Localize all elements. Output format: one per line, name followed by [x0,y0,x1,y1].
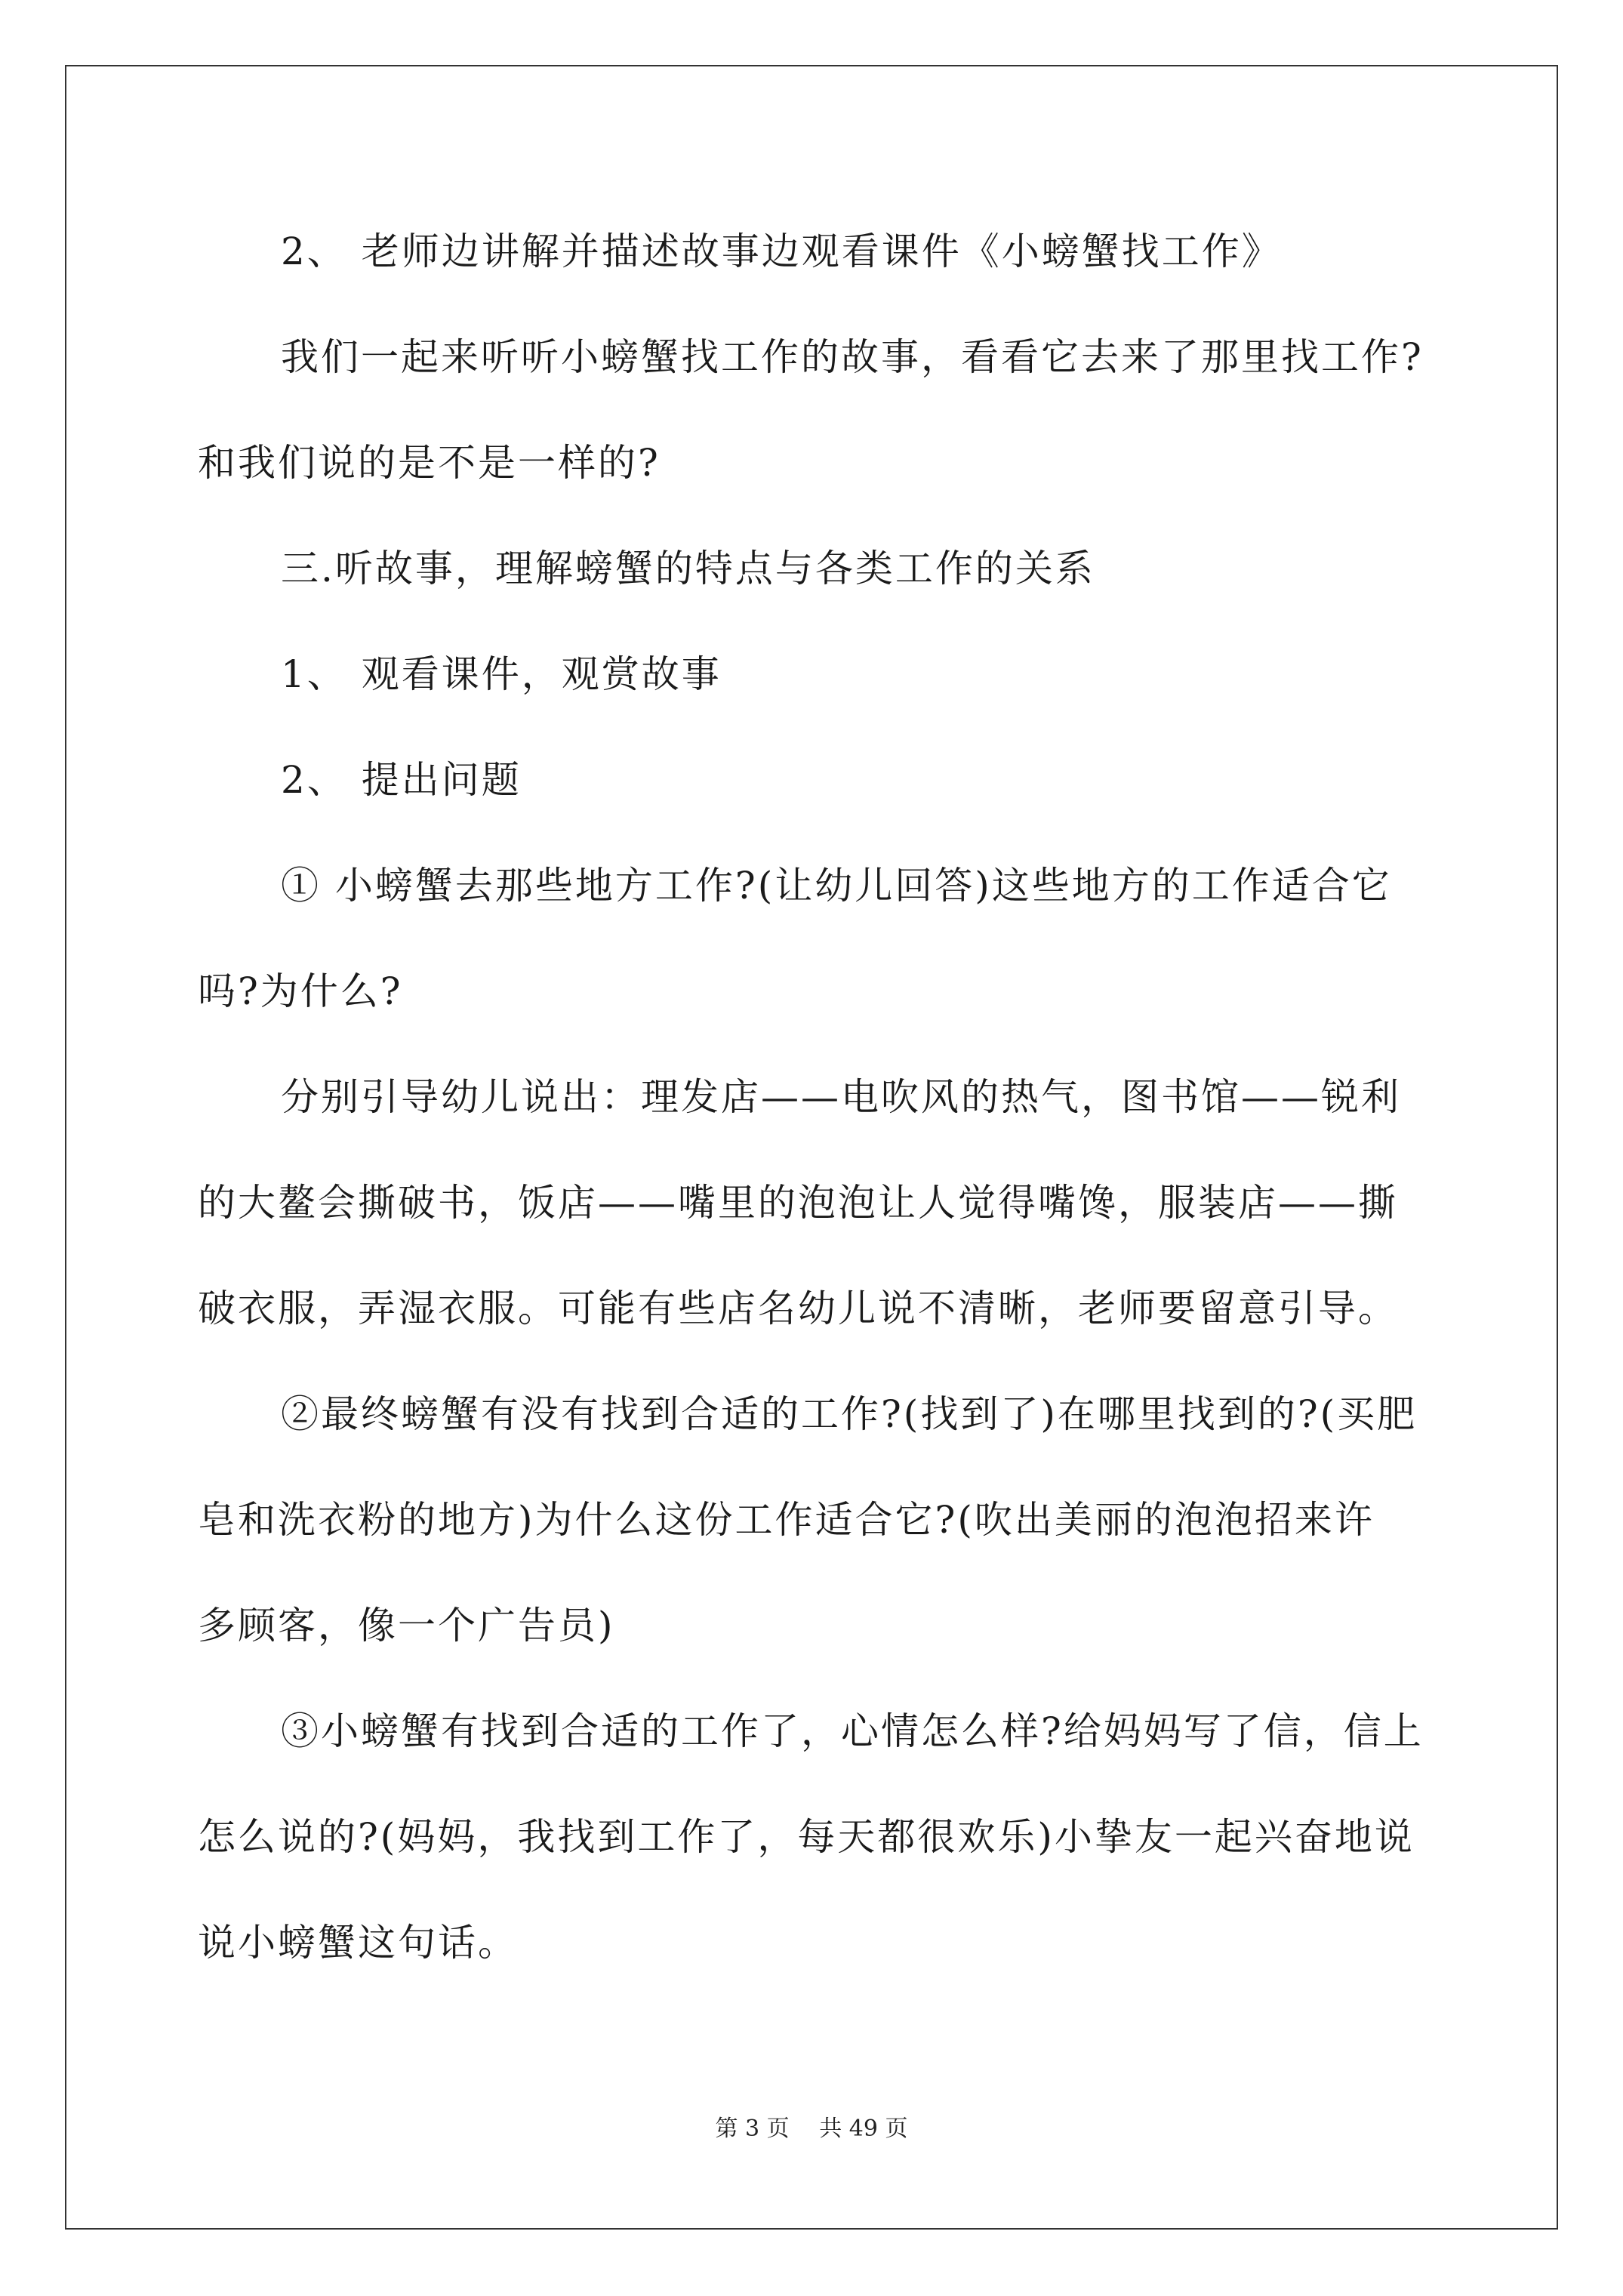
page-number-footer: 第 3 页 共 49 页 [715,2116,908,2142]
paragraph-line: 说小螃蟹这句话。 [198,1921,518,1965]
paragraph-line: 1、 观看课件，观赏故事 [281,652,722,696]
paragraph-line: 吗?为什么? [198,969,403,1013]
paragraph-line: ②最终螃蟹有没有找到合适的工作?(找到了)在哪里找到的?(买肥 [281,1392,1418,1436]
paragraph-line: ③小螃蟹有找到合适的工作了，心情怎么样?给妈妈写了信，信上 [281,1709,1424,1753]
paragraph-line: 皂和洗衣粉的地方)为什么这份工作适合它?(吹出美丽的泡泡招来许 [198,1498,1375,1542]
section-heading: 三.听故事，理解螃蟹的特点与各类工作的关系 [281,547,1095,590]
paragraph-line: 我们一起来听听小螃蟹找工作的故事，看看它去来了那里找工作? [281,335,1424,379]
paragraph-line: 的大鳌会撕破书，饭店——嘴里的泡泡让人觉得嘴馋，服装店——撕 [198,1181,1398,1225]
paragraph-line: 怎么说的?(妈妈，我找到工作了，每天都很欢乐)小挚友一起兴奋地说 [198,1815,1415,1859]
paragraph-line: 和我们说的是不是一样的? [198,441,661,485]
page-border [65,65,1558,2230]
paragraph-line: 多顾客，像一个广告员) [198,1604,615,1647]
paragraph-line: 分别引导幼儿说出：理发店——电吹风的热气，图书馆——锐利 [281,1075,1401,1119]
paragraph-line: 破衣服，弄湿衣服。可能有些店名幼儿说不清晰，老师要留意引导。 [198,1287,1398,1330]
paragraph-line: 2、 老师边讲解并描述故事边观看课件《小螃蟹找工作》 [281,230,1282,273]
paragraph-line: ① 小螃蟹去那些地方工作?(让幼儿回答)这些地方的工作适合它 [281,864,1392,908]
paragraph-line: 2、 提出问题 [281,758,522,802]
